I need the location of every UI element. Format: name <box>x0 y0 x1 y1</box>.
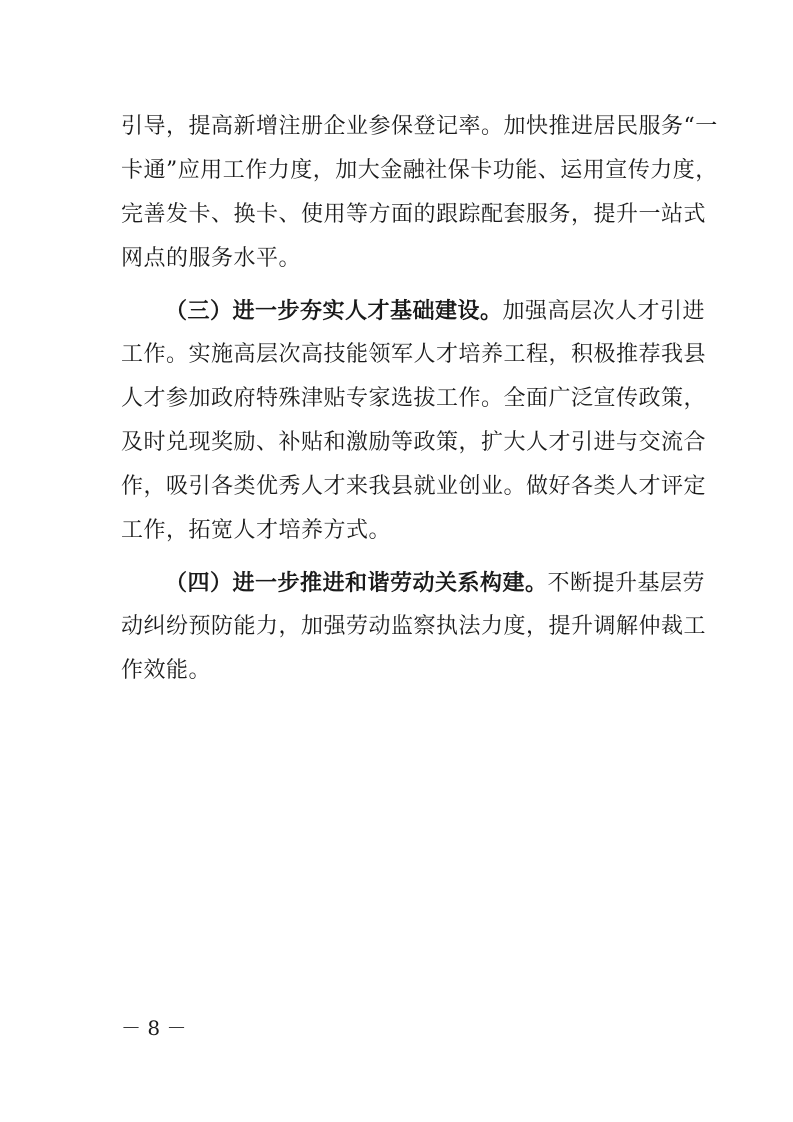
section-three-first-line <box>165 296 705 326</box>
paragraph-line: 完善发卡、换卡、使用等方面的跟踪配套服务，提升一站式 <box>121 202 707 227</box>
section-four-heading: （四）进一步推进和谐劳动关系构建。 <box>165 570 548 596</box>
section-three-text: 加强高层次人才引进 <box>502 299 706 324</box>
paragraph-line: 卡通”应用工作力度，加大金融社保卡功能、运用宣传力度， <box>121 158 718 183</box>
paragraph-line: 工作，拓宽人才培养方式。 <box>121 518 392 543</box>
page-number: － 8 － <box>121 1016 187 1040</box>
paragraph-line: 作效能。 <box>121 658 212 683</box>
paragraph-line: 动纠纷预防能力，加强劳动监察执法力度，提升调解仲裁工 <box>121 614 707 639</box>
paragraph-line: 引导，提高新增注册企业参保登记率。加快推进居民服务“一 <box>121 114 718 139</box>
paragraph-line: 工作。实施高层次高技能领军人才培养工程，积极推荐我县 <box>121 342 707 367</box>
section-three-heading: （三）进一步夯实人才基础建设。 <box>165 298 503 324</box>
paragraph-line: 人才参加政府特殊津贴专家选拔工作。全面广泛宣传政策， <box>121 386 707 411</box>
paragraph-line: 作，吸引各类优秀人才来我县就业创业。做好各类人才评定 <box>121 474 707 499</box>
section-four-text: 不断提升基层劳 <box>547 571 706 596</box>
section-four-first-line <box>165 568 705 598</box>
paragraph-line: 网点的服务水平。 <box>121 246 302 271</box>
paragraph-line: 及时兑现奖励、补贴和激励等政策，扩大人才引进与交流合 <box>121 430 707 455</box>
